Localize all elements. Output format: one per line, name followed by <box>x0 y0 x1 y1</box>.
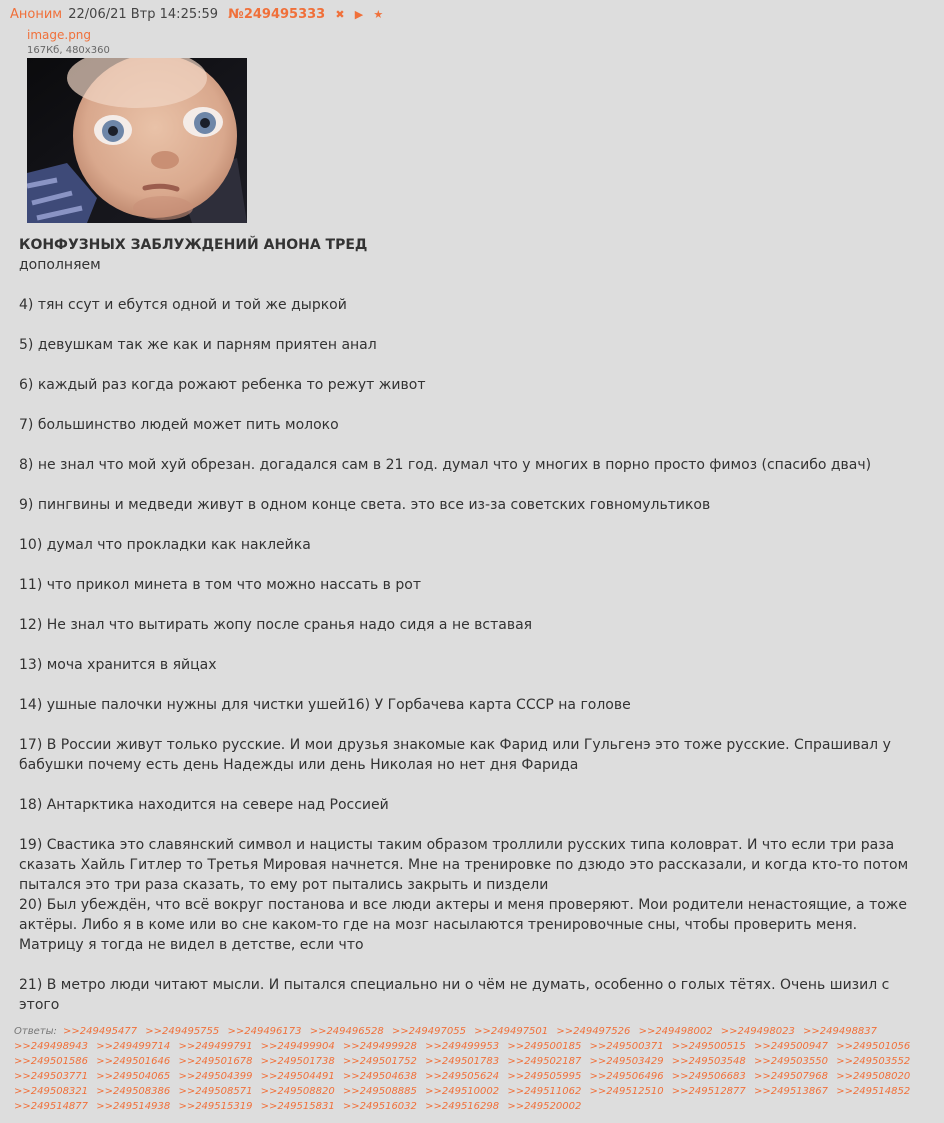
reply-link[interactable]: >>249498002 <box>638 1026 713 1037</box>
paragraph-gap <box>19 675 924 695</box>
reply-link[interactable]: >>249507968 <box>753 1071 828 1082</box>
reply-link[interactable]: >>249499714 <box>96 1041 171 1052</box>
reply-link[interactable]: >>249500185 <box>507 1041 582 1052</box>
paragraph-gap <box>19 275 924 295</box>
play-icon[interactable]: ▶ <box>354 8 364 21</box>
reply-link[interactable]: >>249504065 <box>96 1071 171 1082</box>
reply-link[interactable]: >>249501752 <box>342 1056 417 1067</box>
paragraph-gap <box>19 515 924 535</box>
reply-link[interactable]: >>249500371 <box>589 1041 664 1052</box>
reply-link[interactable]: >>249512510 <box>589 1086 664 1097</box>
message-line: 18) Антарктика находится на севере над Россией <box>19 797 389 813</box>
reply-link[interactable]: >>249503550 <box>753 1056 828 1067</box>
reply-link[interactable]: >>249495477 <box>63 1026 138 1037</box>
message-line: 10) думал что прокладки как наклейка <box>19 537 311 553</box>
message-line: 17) В России живут только русские. И мои друзья знакомые как Фарид или Гульгенэ это тоже русские. Спрашивал у бабушки почему есть день Надежды или день Николая но нет дня Фарида <box>19 737 891 773</box>
message-line: 12) Не знал что вытирать жопу после сранья надо сидя а не вставая <box>19 617 533 633</box>
paragraph-gap <box>19 355 924 375</box>
reply-link[interactable]: >>249502187 <box>507 1056 582 1067</box>
reply-link[interactable]: >>249520002 <box>507 1101 582 1112</box>
reply-link[interactable]: >>249503548 <box>671 1056 746 1067</box>
reply-link[interactable]: >>249516298 <box>425 1101 500 1112</box>
file-meta: 167Кб, 480x360 <box>27 45 110 56</box>
file-name-link[interactable]: image.png <box>27 28 92 42</box>
reply-link[interactable]: >>249501783 <box>425 1056 500 1067</box>
message-line: 7) большинство людей может пить молоко <box>19 417 339 433</box>
reply-link[interactable]: >>249496173 <box>227 1026 302 1037</box>
reply-link[interactable]: >>249497501 <box>474 1026 549 1037</box>
reply-link[interactable]: >>249516032 <box>342 1101 417 1112</box>
baby-photo-image <box>27 58 247 223</box>
reply-link[interactable]: >>249497055 <box>391 1026 466 1037</box>
reply-link[interactable]: >>249508820 <box>260 1086 335 1097</box>
reply-link[interactable]: >>249495755 <box>145 1026 220 1037</box>
post-message <box>19 235 924 1015</box>
reply-link[interactable]: >>249503429 <box>589 1056 664 1067</box>
paragraph-gap <box>19 715 924 735</box>
paragraph-gap <box>19 595 924 615</box>
reply-link[interactable]: >>249505624 <box>425 1071 500 1082</box>
reply-link[interactable]: >>249504399 <box>178 1071 253 1082</box>
message-line: 21) В метро люди читают мысли. И пытался специально ни о чём не думать, особенно о голых тётях. Очень шизил с этого <box>19 977 890 1013</box>
reply-link[interactable]: >>249514852 <box>836 1086 911 1097</box>
reply-link[interactable]: >>249499791 <box>178 1041 253 1052</box>
reply-link[interactable]: >>249500515 <box>671 1041 746 1052</box>
post-image-thumbnail[interactable] <box>27 58 247 223</box>
reply-link[interactable]: >>249508571 <box>178 1086 253 1097</box>
reply-link[interactable]: >>249512877 <box>671 1086 746 1097</box>
reply-link[interactable]: >>249506683 <box>671 1071 746 1082</box>
post-number-link[interactable]: №249495333 <box>228 7 326 22</box>
reply-link[interactable]: >>249498943 <box>14 1041 89 1052</box>
replies-label: Ответы: <box>14 1026 57 1037</box>
reply-link[interactable]: >>249499928 <box>342 1041 417 1052</box>
paragraph-gap <box>19 555 924 575</box>
reply-link[interactable]: >>249508885 <box>342 1086 417 1097</box>
post-replies <box>14 1024 936 1114</box>
reply-link[interactable]: >>249513867 <box>753 1086 828 1097</box>
post-author: Аноним <box>10 7 63 22</box>
reply-link[interactable]: >>249497526 <box>556 1026 631 1037</box>
reply-link[interactable]: >>249496528 <box>309 1026 384 1037</box>
reply-link[interactable]: >>249508020 <box>836 1071 911 1082</box>
message-line: 9) пингвины и медведи живут в одном конце света. это все из-за советских говномультиков <box>19 497 711 513</box>
reply-link[interactable]: >>249515831 <box>260 1101 335 1112</box>
paragraph-gap <box>19 315 924 335</box>
message-line: 11) что прикол минета в том что можно нассать в рот <box>19 577 421 593</box>
message-line: 5) девушкам так же как и парням приятен анал <box>19 337 377 353</box>
reply-link[interactable]: >>249501678 <box>178 1056 253 1067</box>
post-header <box>10 6 383 24</box>
message-line: 8) не знал что мой хуй обрезан. догадался сам в 21 год. думал что у многих в порно просто фимоз (спасибо двач) <box>19 457 872 473</box>
reply-link[interactable]: >>249505995 <box>507 1071 582 1082</box>
paragraph-gap <box>19 815 924 835</box>
paragraph-gap <box>19 775 924 795</box>
paragraph-gap <box>19 955 924 975</box>
message-line: 6) каждый раз когда рожают ребенка то режут живот <box>19 377 426 393</box>
paragraph-gap <box>19 635 924 655</box>
reply-link[interactable]: >>249514938 <box>96 1101 171 1112</box>
reply-link[interactable]: >>249515319 <box>178 1101 253 1112</box>
reply-link[interactable]: >>249498023 <box>720 1026 795 1037</box>
reply-link[interactable]: >>249503552 <box>836 1056 911 1067</box>
reply-link[interactable]: >>249501738 <box>260 1056 335 1067</box>
post-datetime: 22/06/21 Втр 14:25:59 <box>68 7 219 22</box>
paragraph-gap <box>19 395 924 415</box>
message-line: 19) Свастика это славянский символ и нацисты таким образом троллили русских типа коловрат. И что если три раза сказать Хайль Гитлер то Третья Мировая начнется. Мне на тренировке по дзюдо это рассказали, и когда кто-то потом пытался это три раза сказать, то ему рот пытались закрыть и пиздели <box>19 837 909 893</box>
reply-link[interactable]: >>249503771 <box>14 1071 89 1082</box>
paragraph-gap <box>19 435 924 455</box>
post-title: КОНФУЗНЫХ ЗАБЛУЖДЕНИЙ АНОНА ТРЕД <box>19 237 368 253</box>
reply-link[interactable]: >>249508321 <box>14 1086 89 1097</box>
reply-link[interactable]: >>249510002 <box>425 1086 500 1097</box>
message-line: 14) ушные палочки нужны для чистки ушей16) У Горбачева карта СССР на голове <box>19 697 631 713</box>
message-line: 13) моча хранится в яйцах <box>19 657 217 673</box>
reply-link[interactable]: >>249514877 <box>14 1101 89 1112</box>
message-line: 20) Был убеждён, что всё вокруг постанова и все люди актеры и меня проверяют. Мои родители ненастоящие, а тоже актёры. Либо я в коме или во сне каком-то где на мозг насылаются тренировочные сны, чтобы проверить меня. Матрицу я тогда не видел в детстве, если что <box>19 897 908 953</box>
star-icon[interactable]: ★ <box>373 8 384 21</box>
paragraph-gap <box>19 475 924 495</box>
reply-link[interactable]: >>249508386 <box>96 1086 171 1097</box>
reply-link[interactable]: >>249501586 <box>14 1056 89 1067</box>
reply-link[interactable]: >>249506496 <box>589 1071 664 1082</box>
reply-link[interactable]: >>249500947 <box>753 1041 828 1052</box>
message-line: 4) тян ссут и ебутся одной и той же дыркой <box>19 297 347 313</box>
reply-link[interactable]: >>249498837 <box>803 1026 878 1037</box>
message-line: дополняем <box>19 257 101 273</box>
reply-link[interactable]: >>249501646 <box>96 1056 171 1067</box>
reply-link[interactable]: >>249504638 <box>342 1071 417 1082</box>
reply-link[interactable]: >>249504491 <box>260 1071 335 1082</box>
close-icon[interactable]: ✖ <box>335 8 345 21</box>
reply-link[interactable]: >>249501056 <box>836 1041 911 1052</box>
reply-link[interactable]: >>249499904 <box>260 1041 335 1052</box>
reply-link[interactable]: >>249511062 <box>507 1086 582 1097</box>
reply-link[interactable]: >>249499953 <box>425 1041 500 1052</box>
